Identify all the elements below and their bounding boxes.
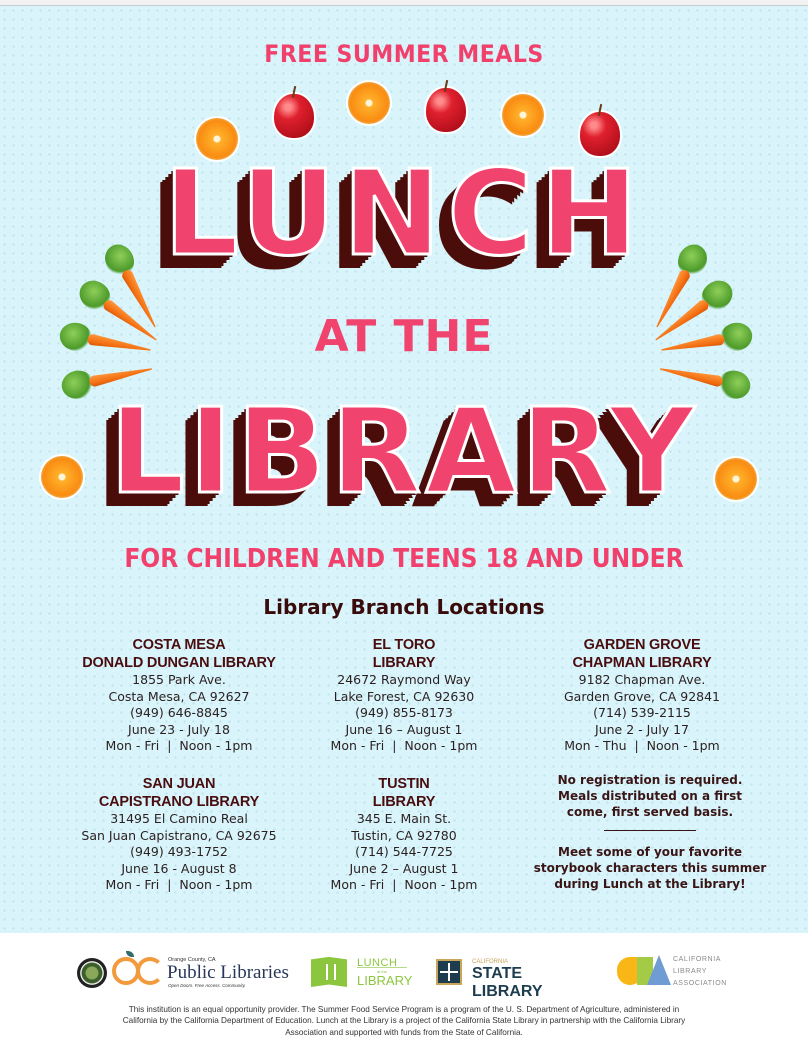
county-seal-icon xyxy=(77,958,107,988)
branch-name: SAN JUAN xyxy=(142,776,216,792)
star-burst-icon xyxy=(436,959,462,985)
note-line: during Lunch at the Library! xyxy=(554,877,746,891)
branch-address: 345 E. Main St. xyxy=(356,811,452,826)
oc-county-label: Orange County, CA xyxy=(168,957,216,963)
branch-name: TUSTIN xyxy=(378,776,430,792)
branch-name: EL TORO xyxy=(372,637,436,653)
divider xyxy=(604,830,696,831)
poster xyxy=(0,6,808,933)
cla-line3: ASSOCIATION xyxy=(673,980,727,987)
cla-text xyxy=(673,954,727,990)
branch-dates: June 23 - July 18 xyxy=(128,721,230,737)
lal-line2: at the xyxy=(357,967,407,974)
california-state-library-logo xyxy=(436,957,596,1000)
oc-name: Public Libraries xyxy=(167,962,289,983)
branch-dates: June 2 - July 17 xyxy=(595,721,689,737)
branch-hours: Mon - Fri | Noon - 1pm xyxy=(330,738,478,753)
orange-icon xyxy=(348,82,390,124)
branch-name: COSTA MESA xyxy=(132,637,226,653)
program-notes xyxy=(520,772,780,892)
csl-line2: STATE LIBRARY xyxy=(472,965,543,1000)
note-line: No registration is required. xyxy=(557,773,743,787)
note-line: storybook characters this summer xyxy=(533,861,767,875)
apple-icon xyxy=(426,88,466,132)
branch-tustin xyxy=(284,775,524,894)
branch-phone: (714) 539-2115 xyxy=(593,705,691,720)
branch-address: 9182 Chapman Ave. xyxy=(578,672,706,687)
csl-line1: CALIFORNIA xyxy=(472,959,509,965)
branch-name: LIBRARY xyxy=(372,655,436,671)
branch-dates: June 16 – August 1 xyxy=(345,721,463,737)
title-lunch: LUNCH xyxy=(163,144,645,282)
branch-dates: June 16 - August 8 xyxy=(121,860,237,876)
book-fork-knife-icon xyxy=(311,957,347,987)
branch-name: LIBRARY xyxy=(372,794,436,810)
kicker-heading: FREE SUMMER MEALS xyxy=(264,40,544,68)
branch-san-juan-capistrano xyxy=(59,775,299,894)
lunch-at-the-library-logo xyxy=(311,956,411,990)
branch-name: DONALD DUNGAN LIBRARY xyxy=(82,655,276,671)
lal-line3: LIBRARY xyxy=(357,973,413,988)
branch-address: 1855 Park Ave. xyxy=(132,672,226,687)
branch-city: San Juan Capistrano, CA 92675 xyxy=(81,827,277,843)
apple-icon xyxy=(274,94,314,138)
locations-heading: Library Branch Locations xyxy=(263,595,545,619)
audience-subtitle: FOR CHILDREN AND TEENS 18 AND UNDER xyxy=(124,544,684,574)
title-at-the: AT THE xyxy=(314,311,494,362)
branch-costa-mesa xyxy=(59,636,299,755)
branch-name: GARDEN GROVE xyxy=(583,637,701,653)
branch-address: 31495 El Camino Real xyxy=(110,811,248,826)
branch-dates: June 2 – August 1 xyxy=(349,860,459,876)
oc-tagline: Open Doors. Free Access. Community. xyxy=(168,983,246,988)
california-library-association-logo xyxy=(617,953,747,993)
branch-address: 24672 Raymond Way xyxy=(337,672,471,687)
branch-city: Lake Forest, CA 92630 xyxy=(333,688,475,704)
branch-phone: (949) 646-8845 xyxy=(130,705,228,720)
sponsor-logos xyxy=(0,933,808,1003)
branch-city: Garden Grove, CA 92841 xyxy=(563,688,721,704)
cla-line2: LIBRARY xyxy=(673,968,708,975)
oc-public-libraries-logo xyxy=(112,951,292,991)
orange-icon xyxy=(502,94,544,136)
branch-hours: Mon - Fri | Noon - 1pm xyxy=(105,738,253,753)
cla-line1: CALIFORNIA xyxy=(673,956,722,963)
branch-hours: Mon - Fri | Noon - 1pm xyxy=(105,877,253,892)
note-line: come, first served basis. xyxy=(566,805,734,819)
branch-garden-grove xyxy=(522,636,762,755)
lal-line1: LUNCH xyxy=(357,957,398,969)
disclaimer-text: This institution is an equal opportunity provider. The Summer Food Service Program is a program of the U. S. Department of Agriculture, administered in California by the California Department of Education. Lunch at the Library is a project of the California State Library in partnership with the California Library Association and supported with funds from the State of California. xyxy=(122,1005,686,1037)
title-library: LIBRARY xyxy=(109,382,699,520)
branch-city: Tustin, CA 92780 xyxy=(351,827,457,843)
branch-name: CHAPMAN LIBRARY xyxy=(572,655,712,671)
oc-c-shape xyxy=(136,957,164,985)
branch-hours: Mon - Thu | Noon - 1pm xyxy=(564,738,720,753)
note-line: Meet some of your favorite xyxy=(558,845,742,859)
note-line: Meals distributed on a first xyxy=(558,789,742,803)
branch-name: CAPISTRANO LIBRARY xyxy=(98,794,260,810)
branch-hours: Mon - Fri | Noon - 1pm xyxy=(330,877,478,892)
branch-phone: (949) 493-1752 xyxy=(130,844,228,859)
branch-el-toro xyxy=(284,636,524,755)
branch-phone: (949) 855-8173 xyxy=(355,705,453,720)
branch-city: Costa Mesa, CA 92627 xyxy=(108,688,250,704)
branch-phone: (714) 544-7725 xyxy=(355,844,453,859)
